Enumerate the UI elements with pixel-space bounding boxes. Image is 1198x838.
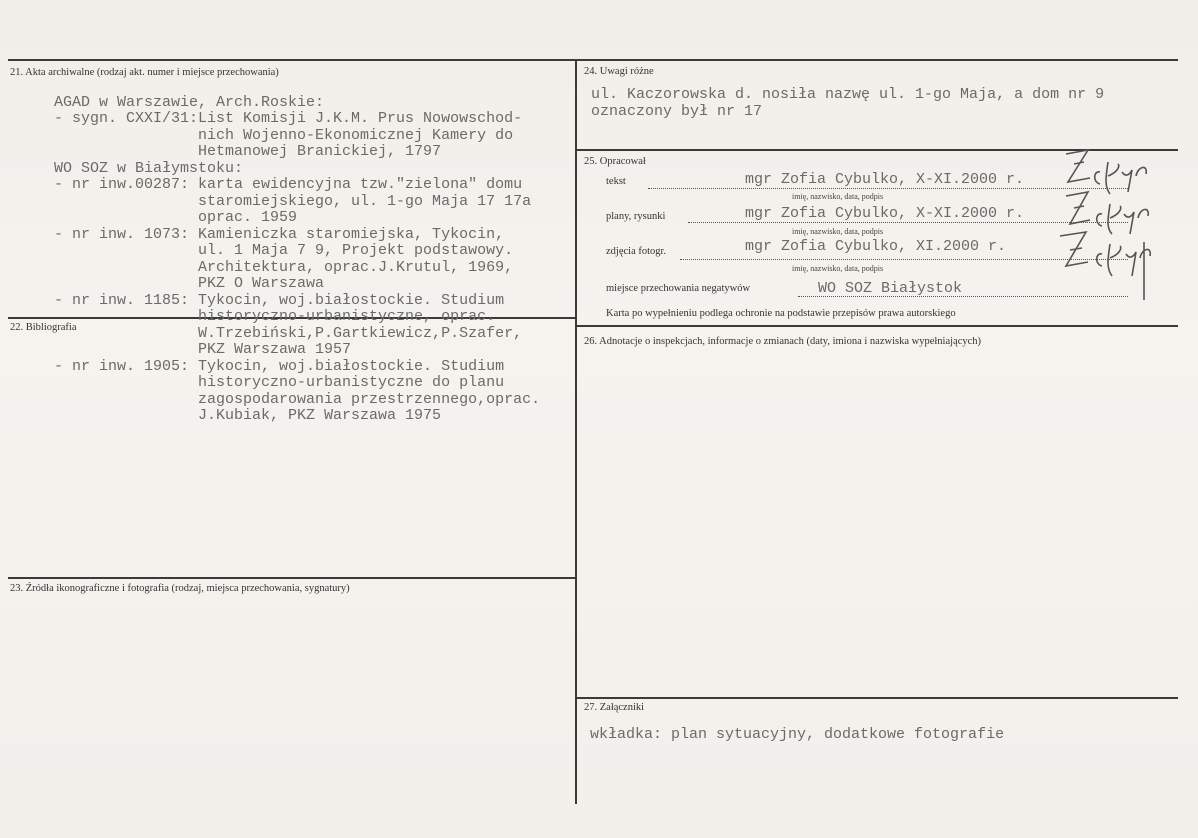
section-23-label: 23. Źródła ikonograficzne i fotografia (rodzaj, miejsca przechowania, sygnatury) (10, 583, 350, 594)
top-rule (8, 59, 1178, 61)
section-25-label: 25. Opracował (584, 156, 646, 167)
archive-line: ul. 1 Maja 7 9, Projekt podstawowy. (54, 242, 514, 259)
prepared-text-value: mgr Zofia Cybulko, X-XI.2000 r. (745, 171, 1025, 188)
archive-line: oprac. 1959 (54, 209, 298, 226)
archive-line: PKZ Warszawa 1957 (54, 341, 352, 358)
archive-line: - nr inw. 1073: Kamieniczka staromiejska, Tykocin, (54, 226, 505, 243)
archive-line: - nr inw. 1905: Tykocin, woj.białostockie. Studium (54, 358, 505, 375)
section-22-label: 22. Bibliografia (10, 322, 77, 333)
archive-line: Hetmanowej Branickiej, 1797 (54, 143, 442, 160)
archive-line: historyczno-urbanistyczne do planu (54, 374, 505, 391)
section-24-label: 24. Uwagi różne (584, 66, 654, 77)
prepared-plans-value: mgr Zofia Cybulko, X-XI.2000 r. (745, 205, 1025, 222)
archive-line: - sygn. CXXI/31:List Komisji J.K.M. Prus Nowowschod- (54, 110, 523, 127)
prepared-photos-caption: imię, nazwisko, data, podpis (792, 264, 884, 273)
prepared-photos-value: mgr Zofia Cybulko, XI.2000 r. (745, 238, 1007, 255)
archive-line: staromiejskiego, ul. 1-go Maja 17 17a (54, 193, 532, 210)
prepared-plans-caption: imię, nazwisko, data, podpis (792, 227, 884, 236)
remarks-line: ul. Kaczorowska d. nosiła nazwę ul. 1-go Maja, a dom nr 9 (591, 86, 1105, 103)
section-27-label: 27. Załączniki (584, 702, 645, 713)
archive-line: - nr inw. 1185: Tykocin, woj.białostockie. Studium (54, 292, 505, 309)
section-21-label: 21. Akta archiwalne (rodzaj akt. numer i miejsce przechowania) (10, 67, 279, 78)
archive-line: WO SOZ w Białymstoku: (54, 160, 244, 177)
archive-line: nich Wojenno-Ekonomicznej Kamery do (54, 127, 514, 144)
center-divider (575, 59, 577, 804)
archive-line: AGAD w Warszawie, Arch.Roskie: (54, 94, 325, 111)
archive-line: zagospodarowania przestrzennego,oprac. (54, 391, 541, 408)
rule-27 (577, 697, 1178, 699)
archive-line: historyczno-urbanistyczne, oprac. (54, 308, 496, 325)
prepared-text-caption: imię, nazwisko, data, podpis (792, 192, 884, 201)
rule-23 (8, 577, 575, 579)
remarks-line: oznaczony był nr 17 (591, 103, 763, 120)
attachments-value: wkładka: plan sytuacyjny, dodatkowe fotografie (590, 726, 1005, 743)
signature-photos (1052, 222, 1168, 302)
copyright-note: Karta po wypełnieniu podlega ochronie na podstawie przepisów prawa autorskiego (606, 308, 956, 319)
archive-line: W.Trzebiński,P.Gartkiewicz,P.Szafer, (54, 325, 523, 342)
archive-line: J.Kubiak, PKZ Warszawa 1975 (54, 407, 442, 424)
archive-line: Architektura, oprac.J.Krutul, 1969, (54, 259, 514, 276)
prepared-plans-label: plany, rysunki (606, 211, 666, 222)
archive-line: - nr inw.00287: karta ewidencyjna tzw."zielona" domu (54, 176, 523, 193)
rule-26 (577, 325, 1178, 327)
negatives-value: WO SOZ Białystok (818, 280, 963, 297)
negatives-label: miejsce przechowania negatywów (606, 283, 751, 294)
prepared-photos-label: zdjęcia fotogr. (606, 246, 667, 257)
archive-line: PKZ O Warszawa (54, 275, 325, 292)
prepared-text-line (648, 188, 1128, 189)
prepared-text-label: tekst (606, 176, 626, 187)
section-26-label: 26. Adnotacje o inspekcjach, informacje o zmianach (daty, imiona i nazwiska wypełniających) (584, 336, 982, 347)
